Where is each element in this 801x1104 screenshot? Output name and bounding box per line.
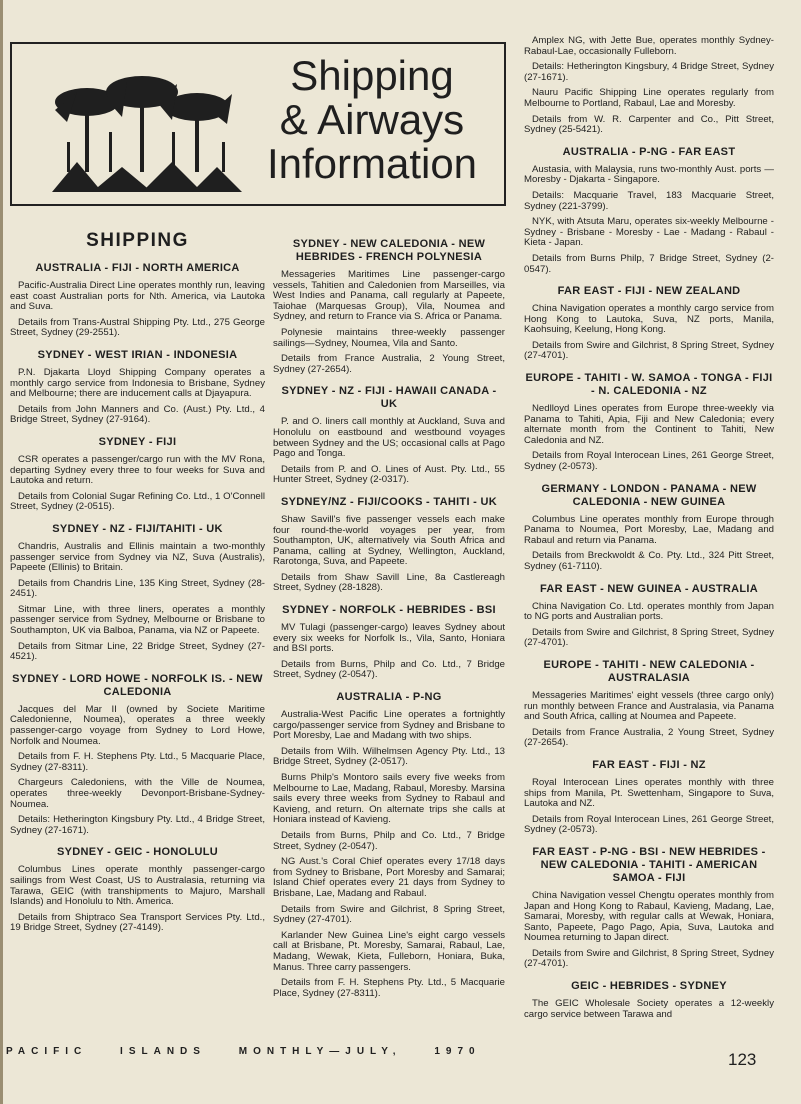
paragraph: P. and O. liners call monthly at Auckland, Suva and Honolulu on eastbound and westbound voyages between Sydney and the US; occasional calls at Pago Pago and Tonga. (273, 416, 505, 460)
banner-title (247, 54, 497, 186)
footer-word: ISLANDS (120, 1046, 206, 1057)
section-heading: SYDNEY - LORD HOWE - NORFOLK IS. - NEW CALEDONIA (12, 672, 263, 698)
paragraph: Details from John Manners and Co. (Aust.) Pty. Ltd., 4 Bridge Street, Sydney (27-9164). (10, 403, 265, 426)
paragraph: NYK, with Atsuta Maru, operates six-weekly Melbourne - Sydney - Brisbane - Moresby - Lae - Madang - Rabaul - Kieta - Japan. (524, 216, 774, 249)
page-edge (0, 0, 3, 1104)
paragraph: Details: Hetherington Kingsbury, 4 Bridge Street, Sydney (27-1671). (524, 61, 774, 83)
footer-word: 1970 (434, 1046, 481, 1057)
paragraph: Polynesie maintains three-weekly passenger sailings—Sydney, Noumea, Vila and Santo. (273, 326, 505, 349)
paragraph: Messageries Maritimes Line passenger-cargo vessels, Tahitien and Caledonien from Marseilles, via West Indies and Panama, call regularly at Papeete, Taiohae (Marquesas Group), Vila, Noumea and Sydney, and return to France via S. Africa or Panama. (273, 269, 505, 323)
section-heading: AUSTRALIA - P-NG (336, 691, 442, 704)
paragraph: Details from France Australia, 2 Young Street, Sydney (27-2654). (273, 353, 505, 375)
paragraph: Details from Breckwoldt & Co. Pty. Ltd., 324 Pitt Street, Sydney (61-7110). (524, 550, 774, 572)
paragraph: Chandris, Australis and Ellinis maintain a two-monthly passenger service from Sydney via NZ, Suva (Australis), Papeete (Ellinis) to Britain. (10, 540, 265, 574)
paragraph: Shaw Savill's five passenger vessels each make four round-the-world voyages per year, from Southampton, UK, alternatively via South Africa and Panama, calling at Sydney, Wellington, Auckland, Rarotonga, Suva, and Papeete. (273, 513, 505, 568)
paragraph: Karlander New Guinea Line's eight cargo vessels call at Brisbane, Pt. Moresby, Samarai, Rabaul, Lae, Madang, Wewak, Kieta, Fulleborn, Honiara, Buka, Manus. Three carry passengers. (273, 929, 505, 973)
section-heading: AUSTRALIA - FIJI - NORTH AMERICA (35, 262, 240, 274)
paragraph: China Navigation vessel Chengtu operates monthly from Japan and Hong Kong to Rabaul, Kavieng, Madang, Lae, Samarai, Moresby, with regular calls at Wewak, Honiara, Santo, Papeete, Pago Pago, Apia, Suva, Lautoka and Noumea returning to Japan direct. (524, 889, 774, 944)
footer-word: MONTHLY—JULY, (238, 1046, 402, 1057)
paragraph: Details from Chandris Line, 135 King Street, Sydney (28-2451). (10, 577, 265, 600)
banner-title-line2: & Airways (279, 96, 465, 143)
paragraph: Details from Shiptraco Sea Transport Services Pty. Ltd., 19 Bridge Street, Sydney (27-4149). (10, 911, 265, 934)
paragraph: Details from Royal Interocean Lines, 261 George Street, Sydney (2-0573). (524, 813, 774, 836)
paragraph: Details from F. H. Stephens Pty. Ltd., 5 Macquarie Place, Sydney (27-8311). (273, 977, 505, 999)
paragraph: Details from Colonial Sugar Refining Co. Ltd., 1 O'Connell Street, Sydney (2-0515). (10, 490, 265, 513)
paragraph: Details: Hetherington Kingsbury Pty. Ltd., 4 Bridge Street, Sydney (27-1671). (10, 814, 265, 836)
paragraph: Australia-West Pacific Line operates a fortnightly cargo/passenger service from Sydney and Brisbane to Port Moresby, Lae and Madang with two ships. (273, 709, 505, 742)
paragraph: Austasia, with Malaysia, runs two-monthly Aust. ports — Moresby - Djakarta - Singapore. (524, 163, 774, 186)
paragraph: Details from Swire and Gilchrist, 8 Spring Street, Sydney (27-4701). (524, 947, 774, 970)
section-heading: FAR EAST - FIJI - NZ (592, 758, 706, 771)
section-heading: GEIC - HEBRIDES - SYDNEY (571, 980, 727, 993)
section-heading: FAR EAST - FIJI - NEW ZEALAND (557, 285, 741, 298)
paragraph: Details from Swire and Gilchrist, 8 Spring Street, Sydney (27-4701). (524, 626, 774, 649)
paragraph: MV Tulagi (passenger-cargo) leaves Sydney about every six weeks for Norfolk Is., Vila, Santo, Honiara and BSI ports. (273, 622, 505, 655)
section-heading: AUSTRALIA - P-NG - FAR EAST (562, 145, 736, 158)
page-number: 123 (728, 1050, 757, 1069)
paragraph: Sitmar Line, with three liners, operates a monthly passenger service from Sydney, Melbourne or Brisbane to Southampton, UK via Balboa, Panama, via NZ or Papeete. (10, 603, 265, 637)
paragraph: Details from Royal Interocean Lines, 261 George Street, Sydney (2-0573). (524, 450, 774, 473)
paragraph: CSR operates a passenger/cargo run with the MV Rona, departing Sydney every three to four weeks for Suva and Lautoka and return. (10, 453, 265, 487)
paragraph: NG Aust.'s Coral Chief operates every 17/18 days from Sydney to Brisbane, Port Moresby and Samarai; Island Chief operates every 21 days from Sydney to Brisbane, Lae, Madang and Rabaul. (273, 856, 505, 899)
section-heading: SYDNEY - NZ - FIJI - HAWAII CANADA - UK (281, 385, 497, 411)
col1-sections (10, 262, 265, 934)
section-heading: SYDNEY - GEIC - HONOLULU (56, 846, 218, 859)
paragraph: Messageries Maritimes' eight vessels (three cargo only) run monthly between France and Australasia, via Panama and South Africa, calling at Noumea and Papeete. (524, 689, 774, 723)
paragraph: Details from Swire and Gilchrist, 8 Spring Street, Sydney (27-4701). (273, 903, 505, 926)
paragraph: Details from F. H. Stephens Pty. Ltd., 5 Macquarie Place, Sydney (27-8311). (10, 751, 265, 773)
paragraph: China Navigation operates a monthly cargo service from Hong Kong to Lautoka, Suva, NZ ports, Manila, Kaohsuing, Keelung, Hong Kong. (524, 303, 774, 336)
paragraph: Nedlloyd Lines operates from Europe three-weekly via Panama to Tahiti, Apia, Fiji and New Caledonia; every alternate month from the Continent to Tahiti, New Caledonia and NZ. (524, 403, 774, 446)
paragraph: Details from P. and O. Lines of Aust. Pty. Ltd., 55 Hunter Street, Sydney (2-0317). (273, 463, 505, 486)
section-heading: FAR EAST - P-NG - BSI - NEW HEBRIDES - NEW CALEDONIA - TAHITI - AMERICAN SAMOA - FIJI (532, 845, 766, 884)
column-2 (273, 228, 505, 1004)
paragraph: Details from Sitmar Line, 22 Bridge Street, Sydney (27-4521). (10, 640, 265, 663)
column-3 (524, 36, 774, 1025)
paragraph: Details from Burns, Philp and Co. Ltd., 7 Bridge Street, Sydney (2-0547). (273, 658, 505, 681)
paragraph: The GEIC Wholesale Society operates a 12-weekly cargo service between Tarawa and (524, 998, 774, 1020)
section-heading: SYDNEY - WEST IRIAN - INDONESIA (37, 348, 238, 361)
section-main-heading: SHIPPING (86, 230, 189, 251)
paragraph: Details from France Australia, 2 Young Street, Sydney (27-2654). (524, 726, 774, 749)
banner-title-line3: Information (266, 140, 478, 187)
paragraph: Details from Burns Philp, 7 Bridge Street, Sydney (2-0547). (524, 252, 774, 275)
section-heading: GERMANY - LONDON - PANAMA - NEW CALEDONIA - NEW GUINEA (541, 482, 757, 508)
paragraph: Details from Wilh. Wilhelmsen Agency Pty. Ltd., 13 Bridge Street, Sydney (2-0517). (273, 745, 505, 768)
section-heading: EUROPE - TAHITI - NEW CALEDONIA - AUSTRALASIA (543, 658, 755, 684)
section-heading: SYDNEY - FIJI (98, 435, 177, 448)
footer (6, 1046, 505, 1057)
section-heading: SYDNEY/NZ - FIJI/COOKS - TAHITI - UK (281, 495, 497, 508)
banner (10, 42, 506, 206)
paragraph: Details from W. R. Carpenter and Co., Pitt Street, Sydney (25-5421). (524, 113, 774, 136)
paragraph: Details: Macquarie Travel, 183 Macquarie Street, Sydney (221-3799). (524, 189, 774, 212)
paragraph: Pacific-Australia Direct Line operates monthly run, leaving east coast Australian ports for Nth. America, via Lautoka and Suva. (10, 280, 265, 313)
section-heading: SYDNEY - NZ - FIJI/TAHITI - UK (52, 522, 223, 535)
footer-word: PACIFIC (6, 1046, 88, 1057)
section-heading: SYDNEY - NEW CALEDONIA - NEW HEBRIDES - FRENCH POLYNESIA (292, 238, 486, 263)
col3-sections (524, 146, 774, 1021)
paragraph: Chargeurs Caledoniens, with the Ville de Noumea, operates three-weekly Devonport-Brisbane-Sydney-Noumea. (10, 777, 265, 810)
col3-lead (524, 36, 774, 136)
paragraph: Royal Interocean Lines operates monthly with three ships from Manila, Pt. Swettenham, Singapore to Suva, Lautoka and NZ. (524, 776, 774, 810)
col2-sections (273, 238, 505, 999)
banner-title-line1: Shipping (290, 52, 454, 99)
paragraph: Details from Trans-Austral Shipping Pty. Ltd., 275 George Street, Sydney (29-2551). (10, 316, 265, 339)
palm-trees-illustration (47, 62, 247, 202)
paragraph: P.N. Djakarta Lloyd Shipping Company operates a monthly cargo service from Indonesia to Brisbane, Sydney and Melbourne; there are inducement calls at Djayapura. (10, 366, 265, 400)
paragraph: Amplex NG, with Jette Bue, operates monthly Sydney-Rabaul-Lae, occasionally Fulleborn. (524, 35, 774, 57)
section-heading: FAR EAST - NEW GUINEA - AUSTRALIA (539, 582, 759, 595)
paragraph: Burns Philp's Montoro sails every five weeks from Melbourne to Lae, Madang, Rabaul, Moresby. Marsina sails every three weeks from Sydney to Rabaul and Kavieng, and return. On alternate trips she calls at Honiara instead of Kavieng. (273, 772, 505, 826)
column-1 (10, 228, 265, 939)
paragraph: Columbus Line operates monthly from Europe through Panama to Noumea, Port Moresby, Lae, Madang and Rabaul and return via Panama. (524, 513, 774, 546)
paragraph: Nauru Pacific Shipping Line operates regularly from Melbourne to Portland, Rabaul, Lae and Moresby. (524, 87, 774, 109)
section-heading: SYDNEY - NORFOLK - HEBRIDES - BSI (282, 604, 496, 617)
paragraph: Details from Burns, Philp and Co. Ltd., 7 Bridge Street, Sydney (2-0547). (273, 829, 505, 852)
paragraph: Details from Swire and Gilchrist, 8 Spring Street, Sydney (27-4701). (524, 339, 774, 362)
paragraph: Details from Shaw Savill Line, 8a Castlereagh Street, Sydney (28-1828). (273, 571, 505, 594)
section-heading: EUROPE - TAHITI - W. SAMOA - TONGA - FIJI - N. CALEDONIA - NZ (525, 372, 773, 398)
paragraph: Columbus Lines operate monthly passenger-cargo sailings from West Coast, US to Australasia, returning via Tarawa, GEIC (with transhipments to Majuro, Marshall Islands) and Honolulu to Nth. America. (10, 864, 265, 908)
paragraph: Jacques del Mar II (owned by Societe Maritime Caledonienne, Noumea), operates a three weekly passenger-cargo voyage from Sydney to Lord Howe, Norfolk and Noumea. (10, 703, 265, 747)
paragraph: China Navigation Co. Ltd. operates monthly from Japan to NG ports and Australian ports. (524, 600, 774, 623)
